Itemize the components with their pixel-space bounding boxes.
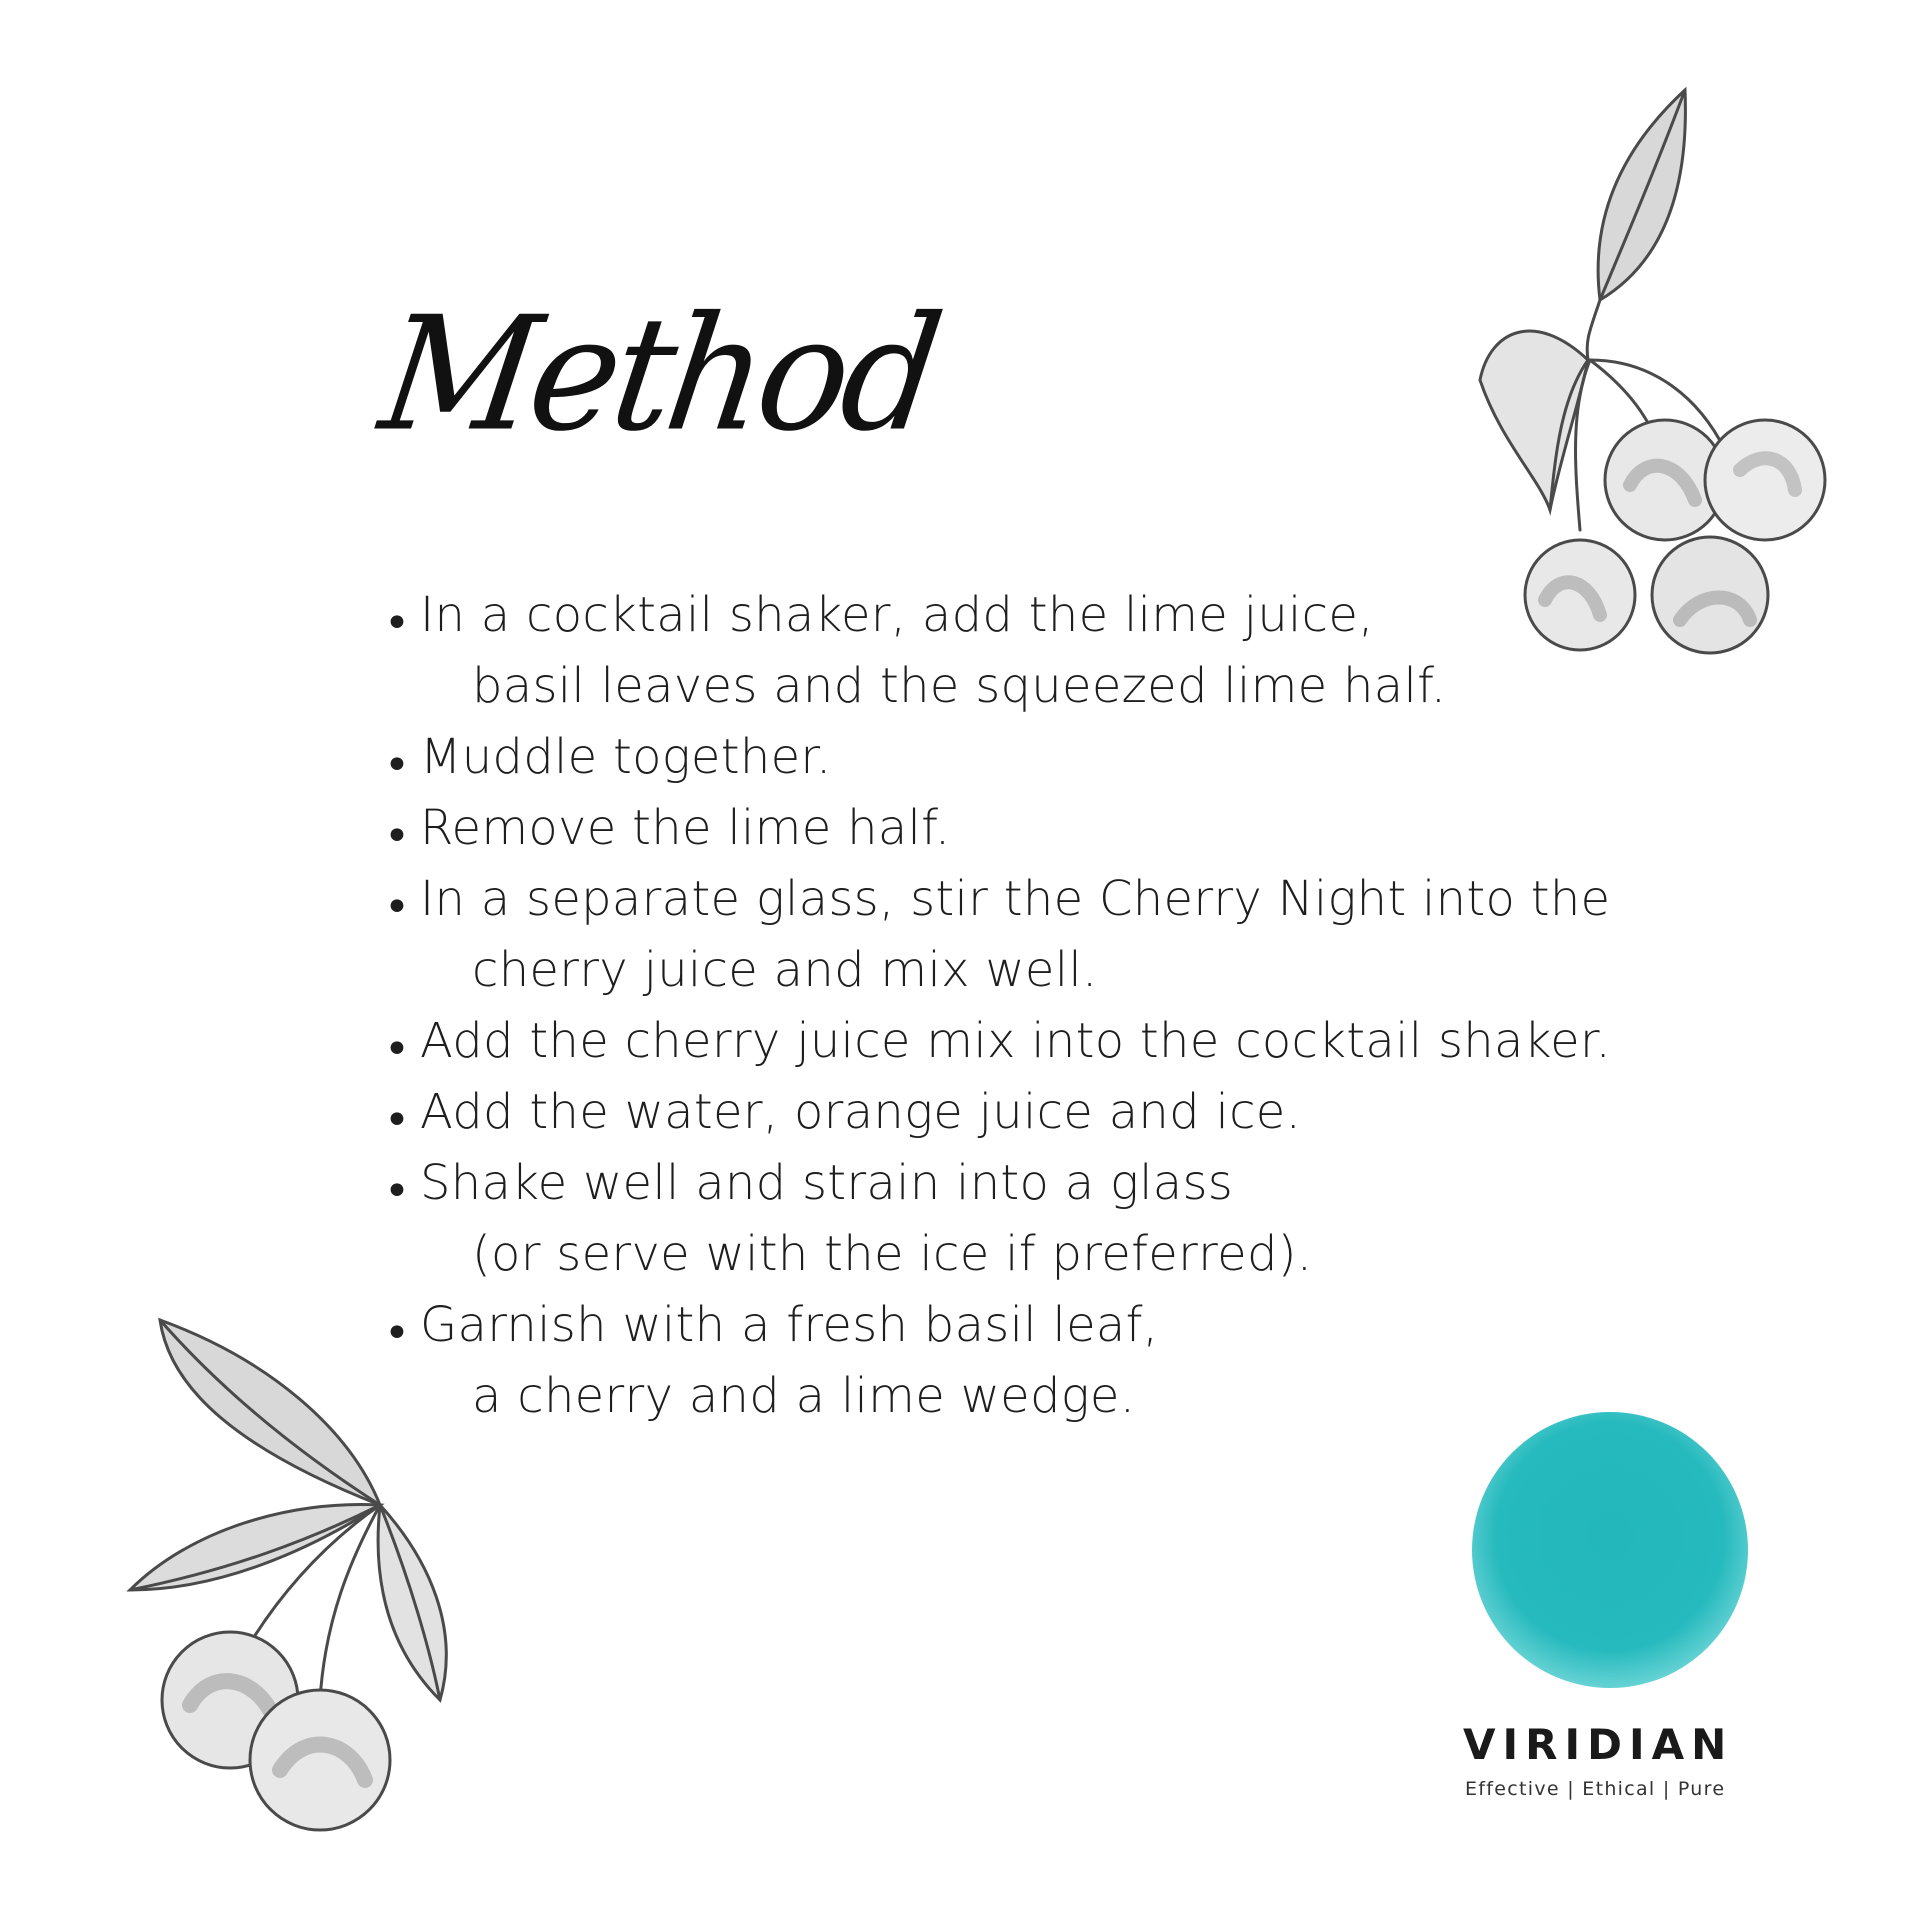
bullet-icon: • — [384, 740, 410, 791]
step-text: Garnish with a fresh basil leaf, — [420, 1297, 1159, 1353]
list-item — [384, 793, 1684, 864]
cherry-branch-top-right-icon — [1440, 60, 1860, 660]
list-item — [384, 1077, 1684, 1148]
cherry-branch-bottom-left-icon — [110, 1300, 570, 1840]
list-item — [384, 722, 1684, 793]
step-text: Shake well and strain into a glass — [420, 1155, 1234, 1211]
list-item — [384, 1006, 1684, 1077]
bullet-icon: • — [384, 811, 410, 862]
list-item — [384, 1148, 1684, 1290]
step-text-continued: cherry juice and mix well. — [472, 942, 1098, 998]
step-text: Add the cherry juice mix into the cocktail shaker. — [420, 1013, 1612, 1069]
bullet-icon: • — [384, 1166, 410, 1217]
brand-tagline: Effective | Ethical | Pure — [1465, 1778, 1726, 1800]
method-steps — [384, 580, 1684, 1432]
bullet-icon: • — [384, 1308, 410, 1359]
step-text: In a separate glass, stir the Cherry Night into the — [420, 871, 1611, 927]
step-text: Muddle together. — [420, 729, 832, 785]
bullet-icon: • — [384, 1095, 410, 1146]
bullet-icon: • — [384, 598, 410, 649]
page-title: Method — [371, 283, 947, 467]
step-text: Remove the lime half. — [420, 800, 951, 856]
step-text-continued: basil leaves and the squeezed lime half. — [472, 658, 1447, 714]
step-text: Add the water, orange juice and ice. — [420, 1084, 1302, 1140]
list-item — [384, 864, 1684, 1006]
bullet-icon: • — [384, 1024, 410, 1075]
brand-watercolor-dot-icon — [1465, 1405, 1755, 1695]
step-text-continued: (or serve with the ice if preferred). — [472, 1226, 1313, 1282]
step-text: In a cocktail shaker, add the lime juice, — [420, 587, 1374, 643]
bullet-icon: • — [384, 882, 410, 933]
brand-logo-text: VIRIDIAN — [1463, 1720, 1734, 1769]
step-text-continued: a cherry and a lime wedge. — [472, 1368, 1136, 1424]
